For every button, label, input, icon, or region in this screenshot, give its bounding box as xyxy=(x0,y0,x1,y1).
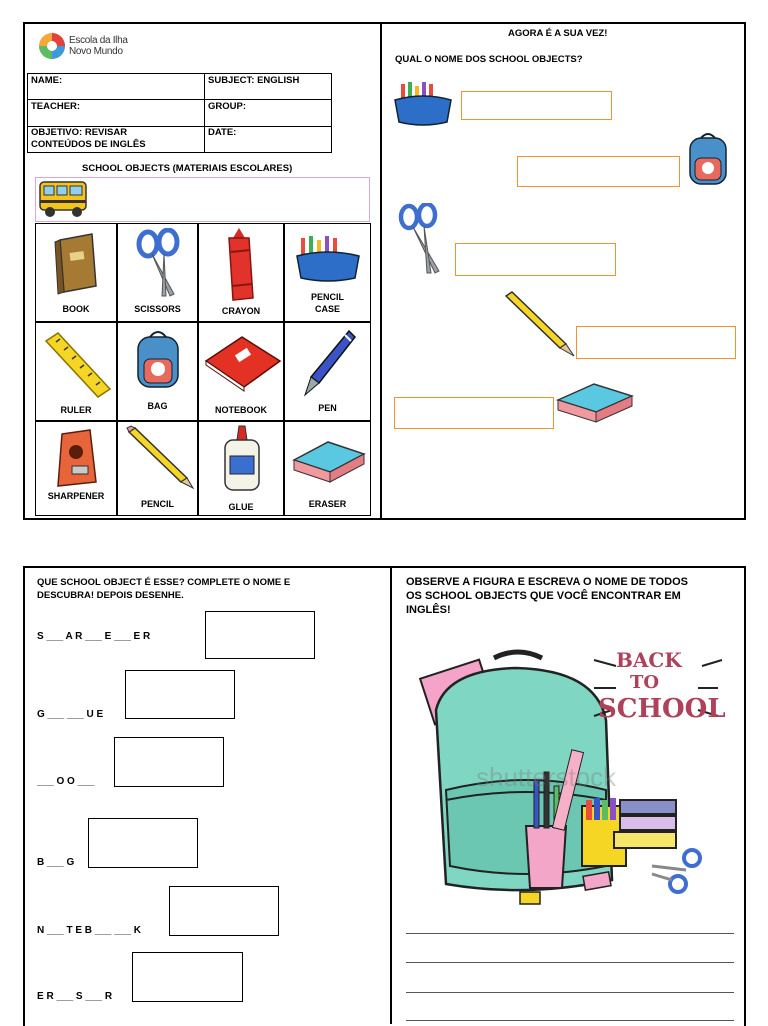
eraser-icon xyxy=(288,434,368,484)
objective-line-1: OBJETIVO: REVISAR xyxy=(31,127,128,138)
logo-icon xyxy=(38,32,66,60)
drawing-box-5[interactable] xyxy=(169,886,279,936)
glue-icon xyxy=(217,424,267,496)
pencil-case-icon xyxy=(293,234,363,284)
label-crayon: CRAYON xyxy=(221,306,261,316)
poster-text-back: BACK xyxy=(616,648,682,672)
poster-text-to: TO xyxy=(630,672,660,693)
label-scissors: SCISSORS xyxy=(134,304,181,314)
bottom-right-instr-3: INGLÊS! xyxy=(406,604,451,616)
pen-icon xyxy=(299,327,359,399)
writing-line-1[interactable] xyxy=(406,933,734,934)
logo-line-1: Escola da Ilha xyxy=(69,35,128,46)
label-sharpener: SHARPENER xyxy=(47,491,105,501)
section-title: SCHOOL OBJECTS (MATERIAIS ESCOLARES) xyxy=(82,163,293,174)
writing-line-3[interactable] xyxy=(406,992,734,993)
top-right-heading: AGORA É A SUA VEZ! xyxy=(508,28,608,39)
word-puzzle-5: N ___ T E B ___ ___ K xyxy=(37,925,141,936)
drawing-box-3[interactable] xyxy=(114,737,224,787)
poster-text-school: SCHOOL xyxy=(598,694,726,724)
drawing-box-4[interactable] xyxy=(88,818,198,868)
answer-box-2[interactable] xyxy=(517,156,680,187)
notebook-icon xyxy=(202,331,282,395)
crayon-icon xyxy=(219,226,259,302)
label-eraser: ERASER xyxy=(308,499,347,509)
school-logo xyxy=(38,32,148,60)
cell-scissors xyxy=(117,223,198,322)
sharpener-icon xyxy=(52,426,102,490)
word-puzzle-6: E R ___ S ___ R xyxy=(37,991,113,1002)
cell-glue xyxy=(198,421,284,516)
top-divider xyxy=(380,22,382,520)
label-book: BOOK xyxy=(62,304,90,314)
bottom-left-instr-2: DESCUBRA! DEPOIS DESENHE. xyxy=(37,590,184,601)
pencil-case-icon xyxy=(393,82,453,126)
pencil-icon xyxy=(502,290,578,358)
label-glue: GLUE xyxy=(228,502,254,512)
label-bag: BAG xyxy=(147,401,168,411)
answer-box-5[interactable] xyxy=(394,397,554,429)
bag-icon xyxy=(130,327,186,395)
date-field[interactable]: DATE: xyxy=(208,127,237,138)
word-puzzle-2: G ___ ___ U E xyxy=(37,709,104,720)
subject-field: SUBJECT: ENGLISH xyxy=(208,75,300,86)
bus-icon xyxy=(37,178,92,222)
word-puzzle-4: B ___ G xyxy=(37,857,75,868)
answer-box-4[interactable] xyxy=(576,326,736,359)
answer-box-1[interactable] xyxy=(461,91,612,120)
watermark: shutterstock xyxy=(476,762,617,792)
cell-eraser xyxy=(284,421,371,516)
school-bus-image xyxy=(35,177,370,222)
objective-line-2: CONTEÚDOS DE INGLÊS xyxy=(31,139,146,150)
answer-box-3[interactable] xyxy=(455,243,616,276)
cell-sharpener xyxy=(35,421,117,516)
cell-notebook xyxy=(198,322,284,421)
word-puzzle-3: ___ O O ___ xyxy=(37,776,95,787)
group-field[interactable]: GROUP: xyxy=(208,101,246,112)
cell-pen xyxy=(284,322,371,421)
label-ruler: RULER xyxy=(60,405,92,415)
logo-line-2: Novo Mundo xyxy=(69,46,123,57)
cell-ruler xyxy=(35,322,117,421)
bottom-left-instr-1: QUE SCHOOL OBJECT É ESSE? COMPLETE O NOME E xyxy=(37,577,291,588)
ruler-icon xyxy=(40,327,114,401)
pencil-icon xyxy=(121,424,197,492)
bottom-divider xyxy=(390,566,392,1024)
drawing-box-6[interactable] xyxy=(132,952,243,1002)
bag-icon xyxy=(684,130,732,188)
word-puzzle-1: S ___ A R ___ E ___ E R xyxy=(37,631,151,642)
label-pencil-case-1: PENCIL xyxy=(310,292,344,302)
scissors-icon xyxy=(130,228,190,300)
book-icon xyxy=(48,230,108,300)
writing-line-2[interactable] xyxy=(406,962,734,963)
drawing-box-2[interactable] xyxy=(125,670,235,719)
eraser-icon xyxy=(554,378,634,426)
writing-line-4[interactable] xyxy=(406,1020,734,1021)
top-right-question: QUAL O NOME DOS SCHOOL OBJECTS? xyxy=(395,54,583,65)
name-field[interactable]: NAME: xyxy=(31,75,63,86)
cell-pencil xyxy=(117,421,198,516)
teacher-field[interactable]: TEACHER: xyxy=(31,101,81,112)
cell-crayon xyxy=(198,223,284,322)
bottom-right-instr-1: OBSERVE A FIGURA E ESCREVA O NOME DE TODOS xyxy=(406,576,688,588)
label-pen: PEN xyxy=(318,403,337,413)
label-pencil-case-2: CASE xyxy=(314,304,340,314)
cell-book xyxy=(35,223,117,322)
bottom-right-instr-2: OS SCHOOL OBJECTS QUE VOCÊ ENCONTRAR EM xyxy=(406,590,681,602)
back-to-school-illustration xyxy=(406,630,736,920)
cell-bag xyxy=(117,322,198,421)
scissors-icon xyxy=(397,203,445,275)
info-form xyxy=(27,73,332,153)
cell-pencil-case xyxy=(284,223,371,322)
label-pencil: PENCIL xyxy=(140,499,174,509)
drawing-box-1[interactable] xyxy=(205,611,315,659)
label-notebook: NOTEBOOK xyxy=(214,405,267,415)
